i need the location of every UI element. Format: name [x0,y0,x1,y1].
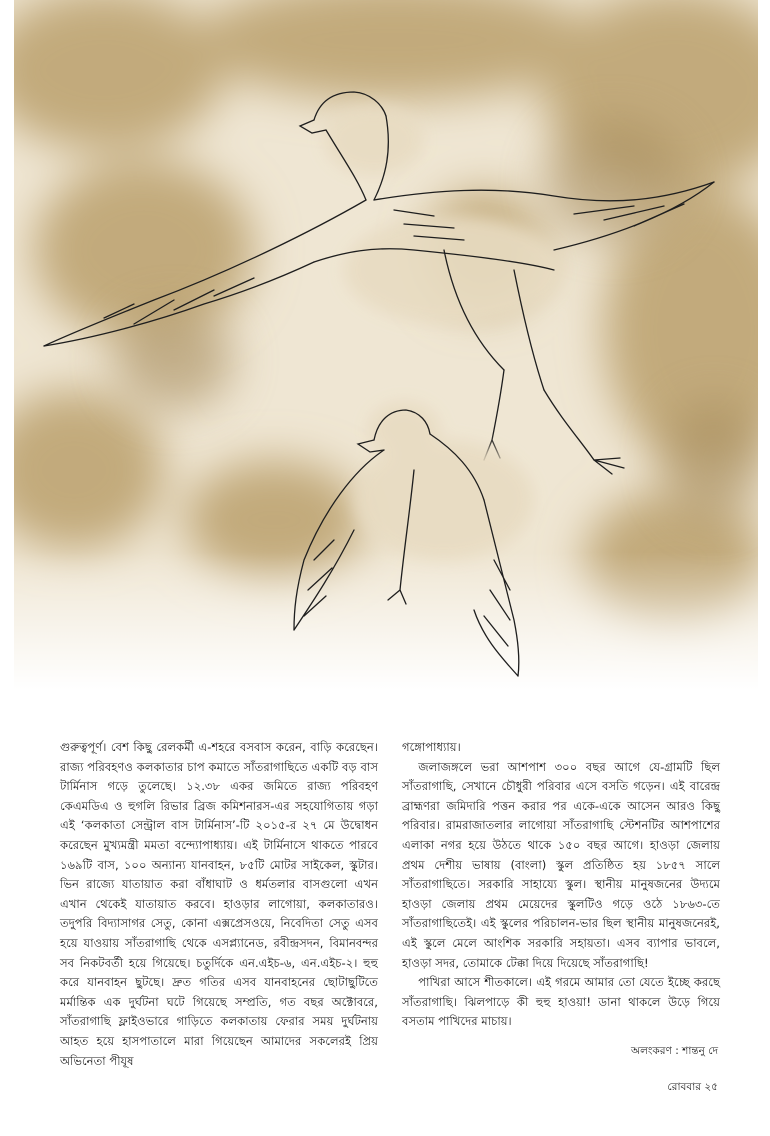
article-column-right [402,738,720,1071]
duck-drawing [14,0,758,690]
article-column-left [60,738,378,1071]
duck-illustration [14,0,758,690]
illustration-credit: অলংকরণ : শান্তনু দে [631,1045,718,1057]
page-folio: রোববার ২৫ [667,1081,718,1093]
article-body [60,738,720,1071]
paragraph: গুরুত্বপূর্ণ। বেশ কিছু রেলকর্মী এ-শহরে বসবাস করেন, বাড়ি করেছেন। রাজ্য পরিবহণও কলকাতার চাপ কমাতে সাঁতরাগাছিতে একটি বড় বাস টার্মিনাস গড়ে তুলেছে। ১২.৩৮ একর জমিতে রাজ্য পরিবহণ কেএমডিএ ও হুগলি রিভার ব্রিজ কমিশনারস-এর সহযোগিতায় গড়া এই ‘কলকাতা সেন্ট্রাল বাস টার্মিনাস’-টি ২০১৫-র ২৭ মে উদ্বোধন করেছেন মুখ্যমন্ত্রী মমতা বন্দ্যোপাধ্যায়। এই টার্মিনাসে থাকতে পারবে ১৬৯টি বাস, ১০০ অন্যান্য যানবাহন, ৮৫টি মোটর সাইকেল, স্কুটার। ভিন রাজ্যে যাতায়াত করা বাঁধাঘাট ও ধর্মতলার বাসগুলো এখন এখান থেকেই যাতায়াত করবে। হাওড়ার লাগোয়া, কলকাতারও। তদুপরি বিদ্যাসাগর সেতু, কোনা এক্সপ্রেসওয়ে, নিবেদিতা সেতু এসব হয়ে যাওয়ায় সাঁতরাগাছি থেকে এসপ্ল্যানেড, রবীন্দ্রসদন, বিমানবন্দর সব নিকটবর্তী হয়ে গিয়েছে। চতুর্দিকে এন.এইচ-৬, এন.এইচ-২। হুহু করে যানবাহন ছুটছে। দ্রুত গতির এসব যানবাহনের ছোটাছুটিতে মর্মান্তিক এক দুর্ঘটনা ঘটে গিয়েছে সম্প্রতি, গত বছর অক্টোবরে, সাঁতরাগাছি ফ্লাইওভারে গাড়িতে কলকাতায় ফেরার সময় দুর্ঘটনায় আহত হয়ে হাসপাতালে মারা গিয়েছেন আমাদের সকলেরই প্রিয় অভিনেতা পীযূষ [60,740,378,1068]
paragraph: জলাজঙ্গলে ভরা আশপাশ ৩০০ বছর আগে যে-গ্রামটি ছিল সাঁতরাগাছি, সেখানে চৌধুরী পরিবার এসে বসতি গড়েন। এই বারেন্দ্র ব্রাহ্মণরা জমিদারি পত্তন করার পর একে-একে আসেন আরও কিছু পরিবার। রামরাজাতলার লাগোয়া সাঁতরাগাছি স্টেশনটির আশপাশের এলাকা নগর হয়ে উঠতে থাকে ১৫০ বছর আগে। হাওড়া জেলায় প্রথম দেশীয় ভাষায় (বাংলা) স্কুল প্রতিষ্ঠিত হয় ১৮৫৭ সালে সাঁতরাগাছিতে। সরকারি সাহায্যে স্কুল। স্থানীয় মানুষজনের উদ্যমে হাওড়া জেলায় প্রথম মেয়েদের স্কুলটিও গড়ে ওঠে ১৮৬৩-তে সাঁতরাগাছিতেই। এই স্কুলের পরিচালন-ভার ছিল স্থানীয় মানুষজনেরই, এই স্কুলে মেলে আংশিক সরকারি সহায়তা। এসব ব্যাপার ভাবলে, হাওড়া সদর, তোমাকে টেক্কা দিয়ে দিয়েছে সাঁতরাগাছি! [402,759,720,970]
paragraph: পাখিরা আসে শীতকালে। এই গরমে আমার তো যেতে ইচ্ছে করছে সাঁতরাগাছি। ঝিলপাড়ে কী হুহু হাওয়া! ডানা থাকলে উড়ে গিয়ে বসতাম পাখিদের মাচায়। [402,975,720,1029]
paragraph: গঙ্গোপাধ্যায়। [402,740,461,754]
